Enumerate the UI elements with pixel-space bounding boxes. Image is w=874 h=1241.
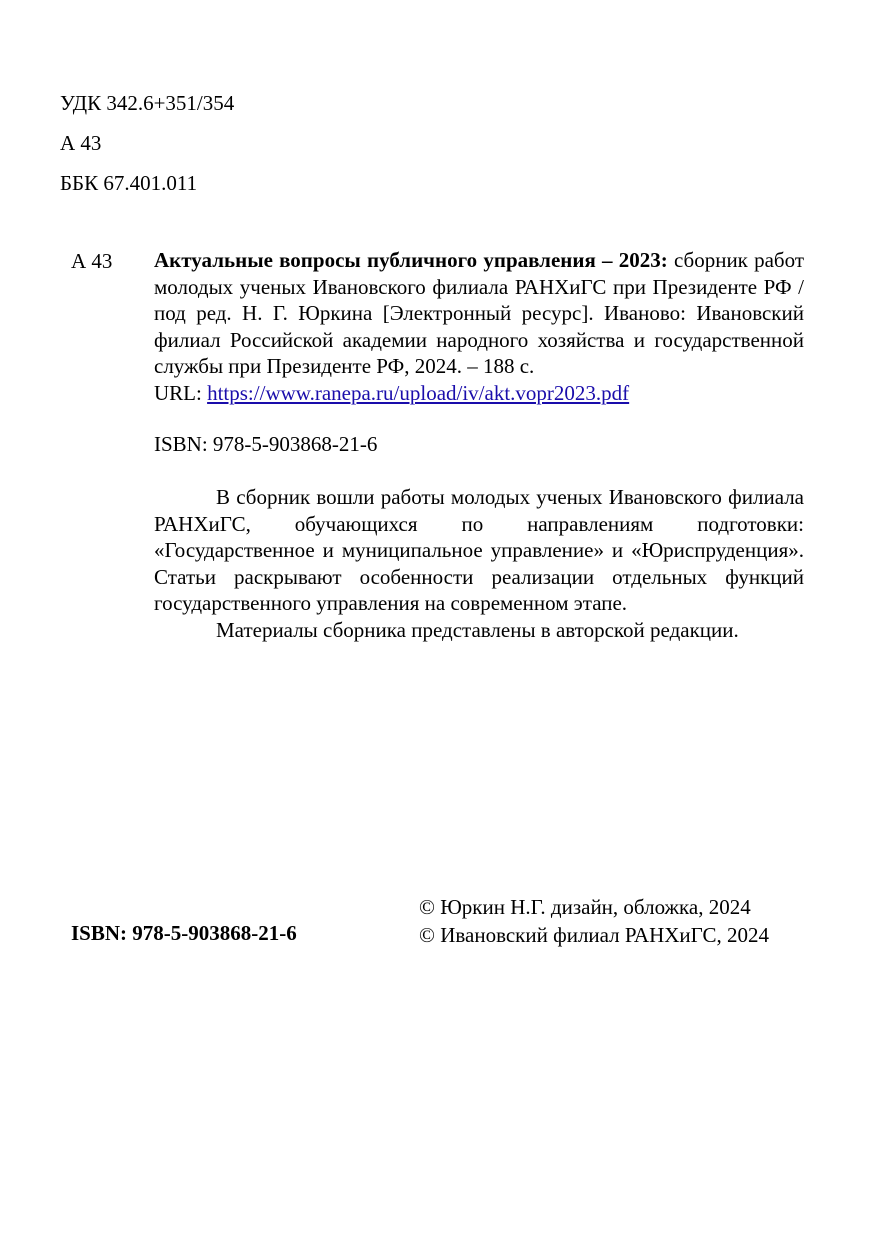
copyright-block (419, 893, 769, 949)
isbn-footer: ISBN: 978-5-903868-21-6 (71, 921, 297, 945)
author-mark-side: А 43 (71, 249, 113, 273)
udk-code: УДК 342.6+351/354 (60, 91, 235, 115)
bibliographic-record (154, 247, 804, 406)
book-description: сборник работ молодых ученых Ивановского филиала РАНХиГС при Президенте РФ / под ред. Н. Г. Юркина [Электронный ресурс]. Иваново: Ивановский филиал Российской академии народного хозяйства и государственной службы при Президенте РФ, 2024. – 188 с. (154, 248, 804, 378)
abstract (154, 484, 804, 643)
isbn-record: ISBN: 978-5-903868-21-6 (154, 432, 378, 456)
bbk-code: ББК 67.401.011 (60, 171, 198, 195)
abstract-note: Материалы сборника представлены в авторской редакции. (216, 617, 739, 642)
book-url-link[interactable]: https://www.ranepa.ru/upload/iv/akt.vopr2023.pdf (207, 380, 630, 405)
abstract-paragraph: В сборник вошли работы молодых ученых Ивановского филиала РАНХиГС, обучающихся по направлениям подготовки: «Государственное и муниципальное управление» и «Юриспруденция». Статьи раскрывают особенности реализации отдельных функций государственного управления на современном этапе. (154, 485, 804, 615)
book-title: Актуальные вопросы публичного управления – 2023: (154, 248, 668, 272)
url-label: URL: (154, 380, 208, 405)
copyright-design: © Юркин Н.Г. дизайн, обложка, 2024 (419, 895, 751, 919)
author-mark: А 43 (60, 131, 102, 155)
copyright-publisher: © Ивановский филиал РАНХиГС, 2024 (419, 923, 770, 947)
